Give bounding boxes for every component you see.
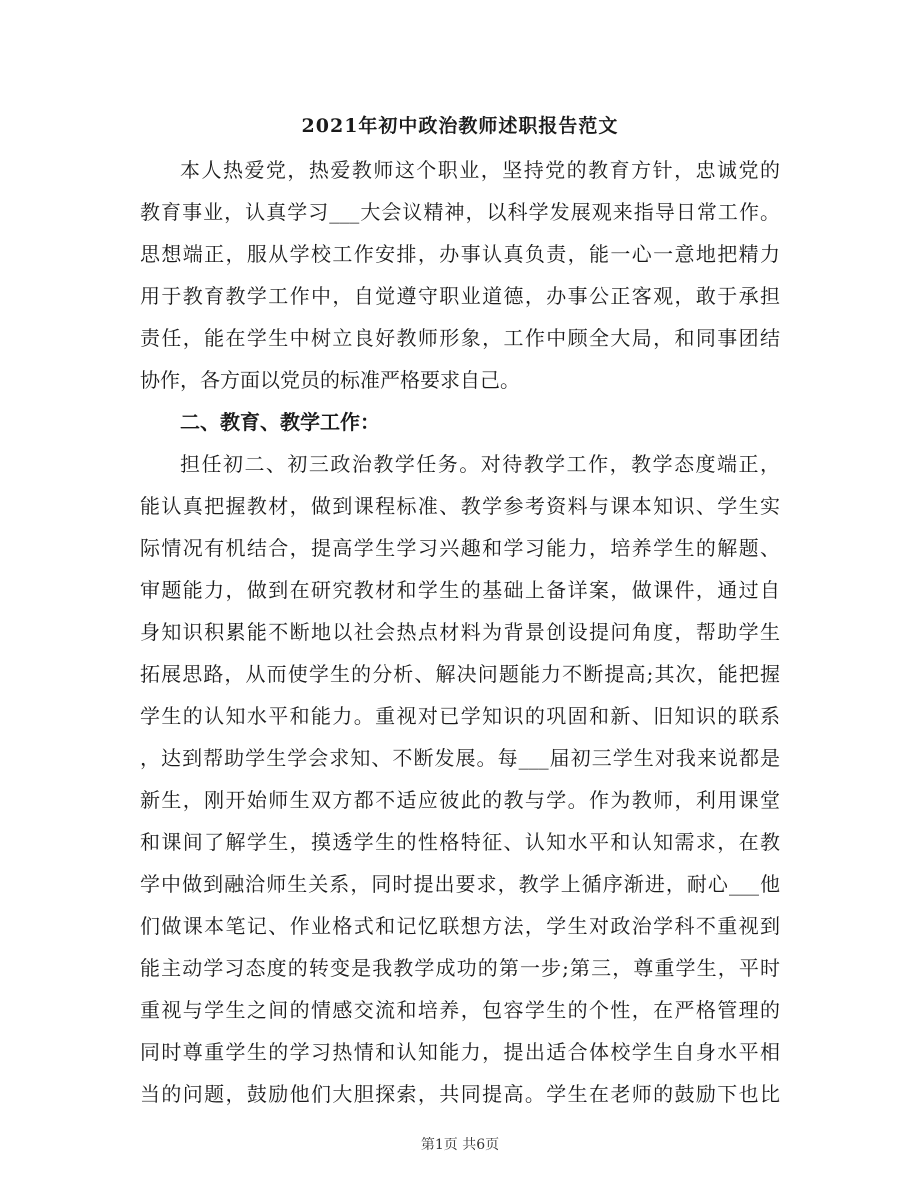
paragraph-line: 新生，刚开始师生双方都不适应彼此的教与学。作为教师，利用课堂 xyxy=(140,788,780,812)
paragraph-line: ，达到帮助学生学会求知、不断发展。每___届初三学生对我来说都是 xyxy=(140,746,780,770)
paragraph-line: 们做课本笔记、作业格式和记忆联想方法，学生对政治学科不重视到 xyxy=(140,914,780,938)
paragraph-line: 身知识积累能不断地以社会热点材料为背景创设提问角度，帮助学生 xyxy=(140,620,780,644)
paragraph-line: 当的问题，鼓励他们大胆探索，共同提高。学生在老师的鼓励下也比 xyxy=(140,1082,780,1106)
paragraph-line: 际情况有机结合，提高学生学习兴趣和学习能力，培养学生的解题、 xyxy=(140,536,780,560)
document-title: 2021年初中政治教师述职报告范文 xyxy=(301,115,619,137)
paragraph-line: 学生的认知水平和能力。重视对已学知识的巩固和新、旧知识的联系 xyxy=(140,704,780,728)
page-number: 第1页 共6页 xyxy=(420,1137,500,1153)
paragraph-line: 同时尊重学生的学习热情和认知能力，提出适合体校学生自身水平相 xyxy=(140,1040,780,1064)
paragraph-line: 学中做到融洽师生关系，同时提出要求，教学上循序渐进，耐心___他 xyxy=(140,872,780,896)
paragraph-line: 思想端正，服从学校工作安排，办事认真负责，能一心一意地把精力 xyxy=(140,242,780,266)
paragraph-line: 能主动学习态度的转变是我教学成功的第一步;第三，尊重学生，平时 xyxy=(140,956,780,980)
paragraph-line: 拓展思路，从而使学生的分析、解决问题能力不断提高;其次，能把握 xyxy=(140,662,780,686)
paragraph-line: 担任初二、初三政治教学任务。对待教学工作，教学态度端正， xyxy=(180,452,780,476)
paragraph-line: 重视与学生之间的情感交流和培养，包容学生的个性，在严格管理的 xyxy=(140,998,780,1022)
paragraph-line: 协作，各方面以党员的标准严格要求自己。 xyxy=(140,368,520,392)
section-heading: 二、教育、教学工作： xyxy=(180,410,380,434)
paragraph-line: 和课间了解学生，摸透学生的性格特征、认知水平和认知需求，在教 xyxy=(140,830,780,854)
paragraph-line: 责任，能在学生中树立良好教师形象，工作中顾全大局，和同事团结 xyxy=(140,326,780,350)
paragraph-line: 用于教育教学工作中，自觉遵守职业道德，办事公正客观，敢于承担 xyxy=(140,284,780,308)
paragraph-line: 能认真把握教材，做到课程标准、教学参考资料与课本知识、学生实 xyxy=(140,494,780,518)
paragraph-line: 审题能力，做到在研究教材和学生的基础上备详案，做课件，通过自 xyxy=(140,578,780,602)
paragraph-line: 本人热爱党，热爱教师这个职业，坚持党的教育方针，忠诚党的 xyxy=(180,158,780,182)
paragraph-line: 教育事业，认真学习___大会议精神，以科学发展观来指导日常工作。 xyxy=(140,200,780,224)
